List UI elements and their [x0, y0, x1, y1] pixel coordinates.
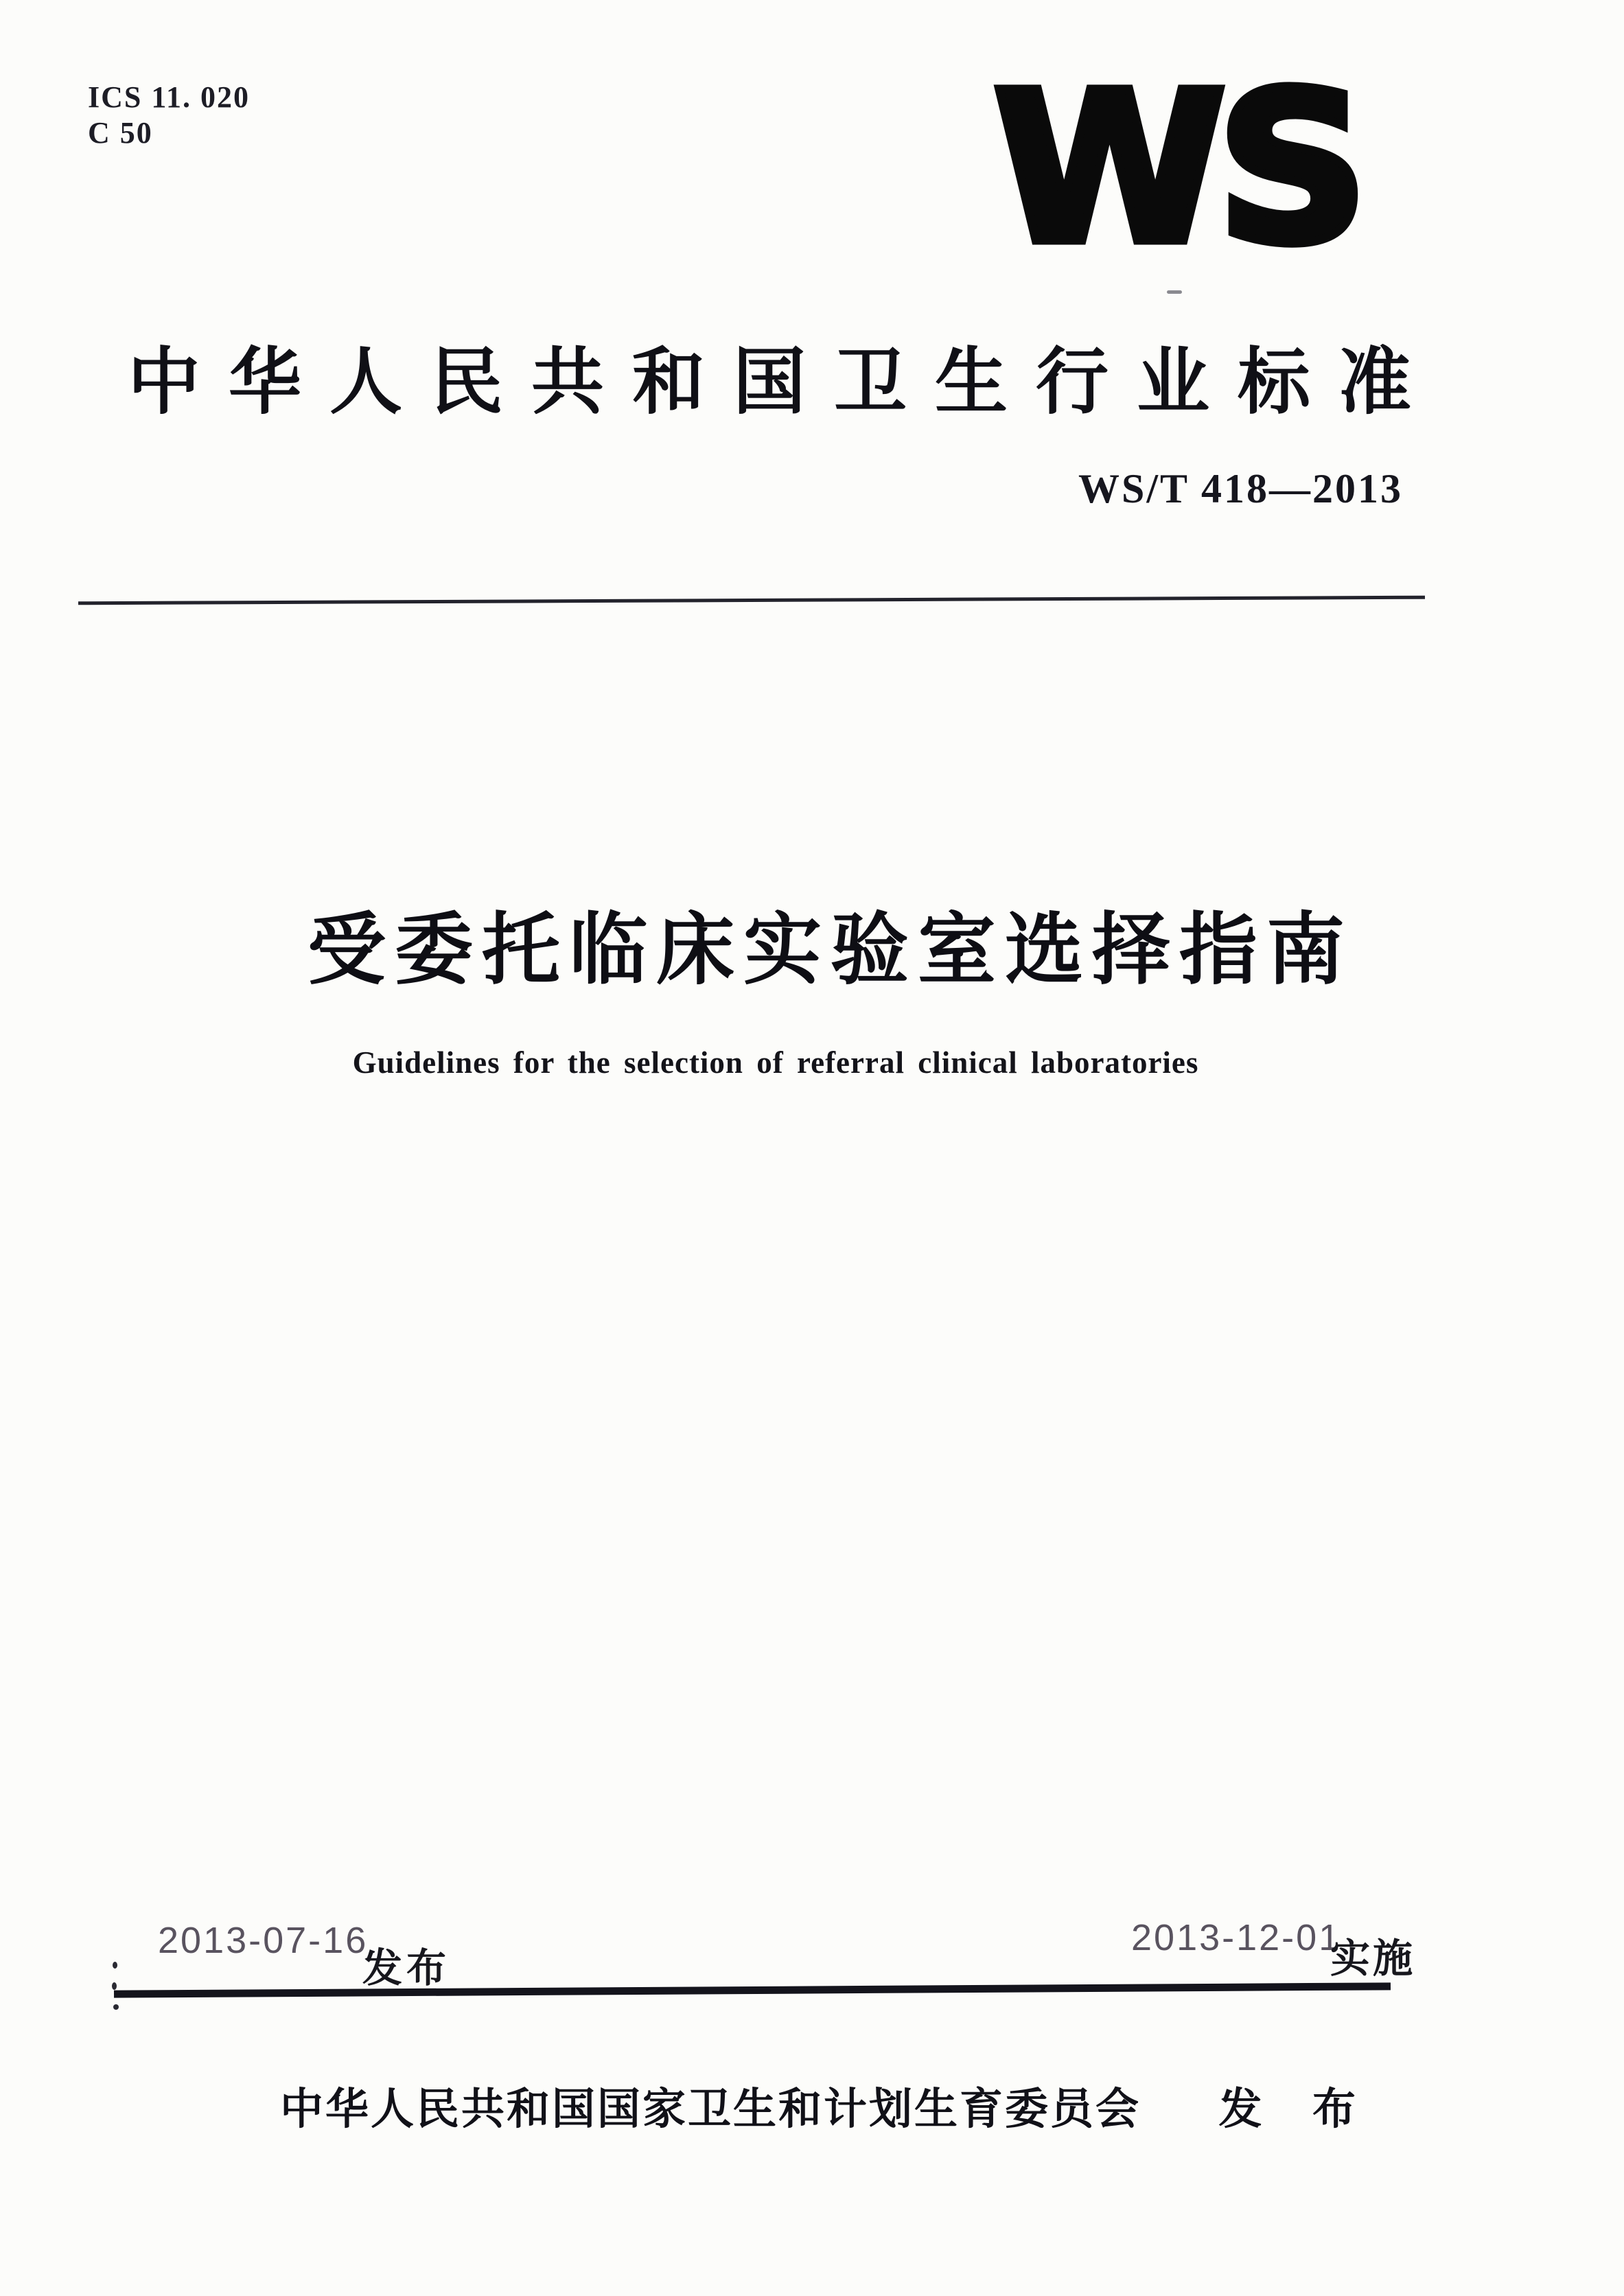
publisher-line [280, 2074, 1375, 2137]
category-code: C 50 [88, 115, 153, 150]
standard-number: WS/T 418—2013 [1078, 466, 1403, 511]
ics-code: ICS 11. 020 [88, 80, 250, 114]
ics-classification-block [88, 80, 250, 151]
ws-standard-logo: WS [993, 49, 1359, 290]
implementation-date: 2013-12-01 [1131, 1917, 1342, 1958]
document-title-chinese: 受委托临床实验室选择指南 [308, 907, 1354, 994]
implementation-label: 实施 [1330, 1936, 1416, 1981]
issue-date: 2013-07-16 [158, 1920, 369, 1961]
scan-artifact-dash [1167, 290, 1182, 294]
scan-speck [112, 1982, 117, 1990]
document-title-english: Guidelines for the selection of referral clinical laboratories [352, 1045, 1199, 1080]
header-divider-line [78, 596, 1425, 605]
publish-label: 发 布 [1218, 2085, 1376, 2133]
scan-speck [113, 2004, 119, 2010]
standard-series-title: 中华人民共和国卫生行业标准 [128, 342, 1439, 423]
scan-speck [113, 1962, 117, 1969]
issue-label: 发布 [362, 1946, 451, 1991]
footer-divider-line [114, 1982, 1391, 1997]
publisher-name: 中华人民共和国国家卫生和计划生育委员会 [280, 2085, 1141, 2133]
